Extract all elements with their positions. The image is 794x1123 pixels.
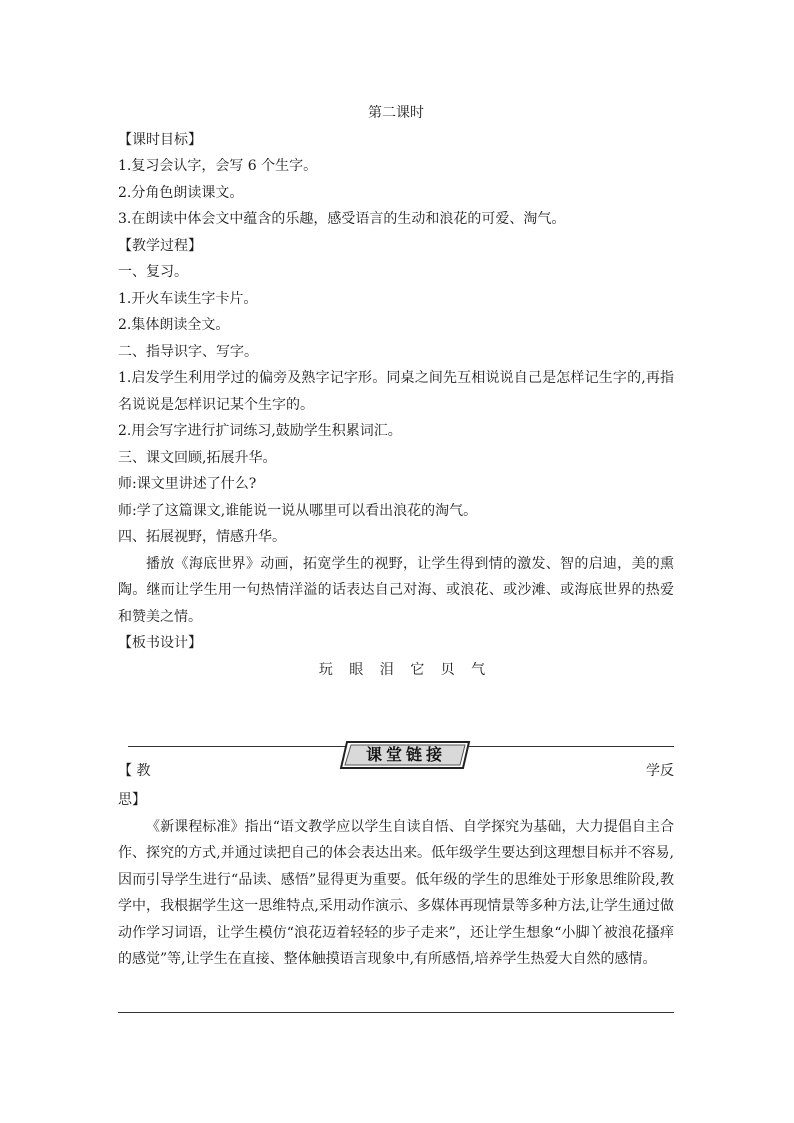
page-title: 第二课时 <box>368 105 424 121</box>
reflection-heading-right: 学反 <box>646 763 674 779</box>
reflection-heading <box>118 758 674 784</box>
board-heading: 【板书设计】 <box>118 635 202 651</box>
board-characters: 玩 眼 泪 它 贝 气 <box>318 661 492 678</box>
objective-item: 1.复习会认字，会写 6 个生字。 <box>118 158 318 174</box>
review-item: 1.开火车读生字卡片。 <box>118 290 258 307</box>
reflection-section <box>118 787 674 973</box>
recap-question: 师:学了这篇课文,谁能说一说从哪里可以看出浪花的淘气。 <box>118 502 478 519</box>
guide-item: 1.启发学生利用学过的偏旁及熟字记字形。同桌之间先互相说说自己是怎样记生字的,再指名说说是怎样识记某个生字的。 <box>118 370 674 413</box>
lesson-content <box>118 100 674 683</box>
review-heading: 一、复习。 <box>118 264 188 280</box>
recap-question: 师:课文里讲述了什么? <box>118 476 257 492</box>
expand-heading: 四、拓展视野，情感升华。 <box>118 529 286 545</box>
reflection-paragraph: 《新课程标准》指出“语文教学应以学生自读自悟、自学探究为基础，大力提倡自主合作、探究的方式,并通过读把自己的体会表达出来。低年级学生要达到这理想目标并不容易,因而引导学生进行“品读、感悟”显得更为重要。低年级的学生的思维处于形象思维阶段,教学中，我根据学生这一思维特点,采用动作演示、多媒体再现情景等多种方法,让学生通过做动作学习词语，让学生模仿“浪花迈着轻轻的步子走来”，还让学生想象“小脚丫被浪花搔痒的感觉”等,让学生在直接、整体触摸语言现象中,有所感悟,培养学生热爱大自然的感情。 <box>118 818 674 967</box>
review-item: 2.集体朗读全文。 <box>118 317 230 333</box>
guide-heading: 二、指导识字、写字。 <box>118 343 258 360</box>
objective-item: 2.分角色朗读课文。 <box>118 184 244 201</box>
expand-paragraph: 播放《海底世界》动画，拓宽学生的视野，让学生得到情的激发、智的启迪，美的熏陶。继而让学生用一句热情洋溢的话表达自己对海、或浪花、或沙滩、或海底世界的热爱和赞美之情。 <box>118 555 674 625</box>
reflection-heading-tail: 思】 <box>118 792 146 808</box>
bottom-divider <box>118 1012 674 1013</box>
objective-item: 3.在朗读中体会文中蕴含的乐趣，感受语言的生动和浪花的可爱、淘气。 <box>118 211 566 227</box>
objectives-heading: 【课时目标】 <box>118 131 202 148</box>
guide-item: 2.用会写字进行扩词练习,鼓励学生积累词汇。 <box>118 423 402 439</box>
recap-heading: 三、课文回顾,拓展升华。 <box>118 449 277 466</box>
reflection-heading-left: 【 教 <box>118 763 151 779</box>
section-banner-label: 课堂链接 <box>365 745 446 764</box>
process-heading: 【教学过程】 <box>118 237 202 254</box>
